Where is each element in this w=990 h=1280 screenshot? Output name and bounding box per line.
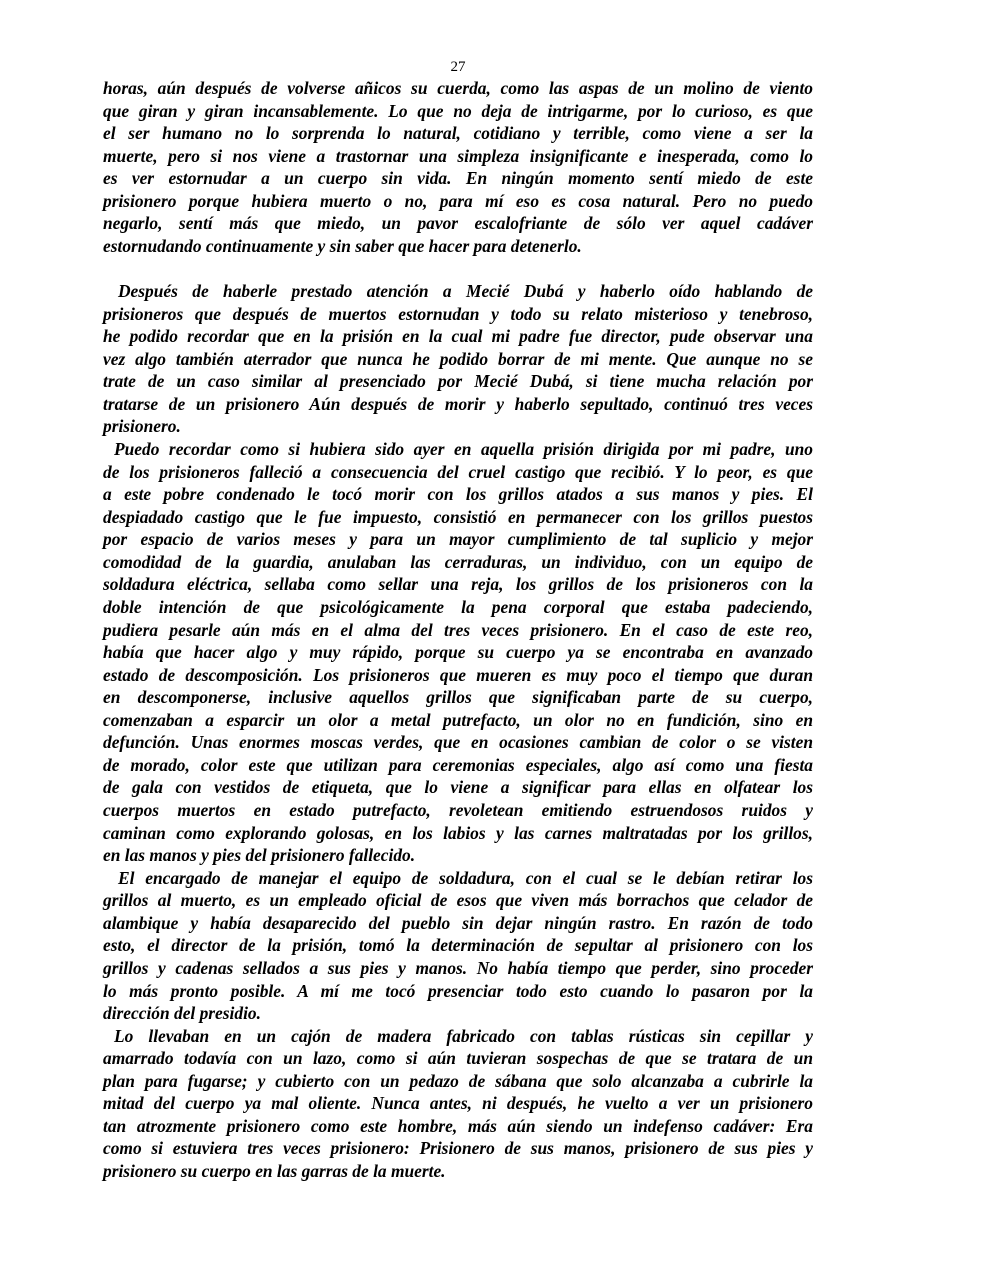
text-line: Puedo recordar como si hubiera sido ayer en aquella prisión dirigida por mi padre, uno xyxy=(114,439,813,459)
text-line: caminan como explorando golosas, en los labios y las carnes maltratadas por los grillos, xyxy=(103,822,813,843)
text-line: de morado, color este que utilizan para ceremonias especiales, algo así como una fiesta xyxy=(103,754,813,775)
text-line: estornudando continuamente y sin saber que hacer para detenerlo. xyxy=(103,235,582,256)
text-line: prisionero. xyxy=(103,416,181,437)
text-line: grillos al muerto, es un empleado oficial de esos que viven más borrachos que celador de xyxy=(103,890,813,911)
text-line: en las manos y pies del prisionero fallecido. xyxy=(103,845,416,866)
text-line: alambique y había desaparecido del pueblo sin dejar ningún rastro. En razón de todo xyxy=(103,912,813,933)
text-line: cuerpos muertos en estado putrefacto, revoletean emitiendo estruendosos ruidos y xyxy=(103,800,813,820)
paragraph xyxy=(103,1025,813,1183)
text-line: es ver estornudar a un cuerpo sin vida. En ningún momento sentí miedo de este xyxy=(103,168,813,189)
text-line: prisionero porque hubiera muerto o no, para mí eso es cosa natural. Pero no puedo xyxy=(103,190,813,211)
text-line: defunción. Unas enormes moscas verdes, que en ocasiones cambian de color o se visten xyxy=(103,732,813,753)
text-line: horas, aún después de volverse añicos su cuerda, como las aspas de un molino de viento xyxy=(103,78,813,98)
body-text xyxy=(103,77,813,1183)
text-line: tan atrozmente prisionero como este hombre, más aún siendo un indefenso cadáver: Era xyxy=(103,1115,813,1136)
text-line: grillos y cadenas sellados a sus pies y manos. No había tiempo que perder, sino proceder xyxy=(103,957,813,978)
text-line: comodidad de la guardia, anulaban las cerraduras, un individuo, con un equipo de xyxy=(103,551,813,572)
text-line: he podido recordar que en la prisión en la cual mi padre fue director, pude observar una xyxy=(103,326,813,347)
text-line: había que hacer algo y muy rápido, porque su cuerpo ya se encontraba en avanzado xyxy=(103,642,813,663)
text-line: despiadado castigo que le fue impuesto, consistió en permanecer con los grillos puestos xyxy=(103,506,813,527)
text-line: pudiera pesarle aún más en el alma del tres veces prisionero. En el caso de este reo, xyxy=(103,619,813,640)
text-line: doble intención de que psicológicamente la pena corporal que estaba padeciendo, xyxy=(103,596,813,617)
text-line: prisionero su cuerpo en las garras de la muerte. xyxy=(103,1161,446,1181)
text-line: vez algo también aterrador que nunca he podido borrar de mi mente. Que aunque no se xyxy=(103,348,813,369)
text-line: esto, el director de la prisión, tomó la determinación de sepultar al prisionero con los xyxy=(103,935,813,956)
text-line: como si estuviera tres veces prisionero: Prisionero de sus manos, prisionero de sus pies y xyxy=(103,1138,813,1159)
text-line: plan para fugarse; y cubierto con un pedazo de sábana que solo alcanzaba a cubrirle la xyxy=(103,1070,813,1091)
text-line: negarlo, sentí más que miedo, un pavor escalofriante de sólo ver aquel cadáver xyxy=(103,213,813,234)
text-line: soldadura eléctrica, sellaba como sellar una reja, los grillos de los prisioneros con la xyxy=(103,574,813,595)
text-line: de los prisioneros falleció a consecuencia del cruel castigo que recibió. Y lo peor, es que xyxy=(103,461,813,482)
text-line: de gala con vestidos de etiqueta, que lo viene a significar para ellas en olfatear los xyxy=(103,777,813,798)
page-number: 27 xyxy=(450,59,466,75)
text-line: El encargado de manejar el equipo de soldadura, con el cual se le debían retirar los xyxy=(118,867,813,888)
text-line: dirección del presidio. xyxy=(103,1003,261,1024)
text-line: en descomponerse, inclusive aquellos grillos que significaban parte de su cuerpo, xyxy=(103,687,813,708)
text-line: a este pobre condenado le tocó morir con los grillos atados a sus manos y pies. El xyxy=(103,484,813,505)
text-line: trate de un caso similar al presenciado por Mecié Dubá, si tiene mucha relación por xyxy=(103,371,813,392)
text-line: que giran y giran incansablemente. Lo que no deja de intrigarme, por lo curioso, es que xyxy=(103,100,813,121)
paragraph xyxy=(103,280,813,438)
text-line: tratarse de un prisionero Aún después de morir y haberlo sepultado, continuó tres veces xyxy=(103,393,813,414)
text-line: por espacio de varios meses y para un mayor cumplimiento de tal suplicio y mejor xyxy=(103,529,813,550)
text-line: Después de haberle prestado atención a Mecié Dubá y haberlo oído hablando de xyxy=(118,281,813,302)
text-line: el ser humano no lo sorprenda lo natural, cotidiano y terrible, como viene a ser la xyxy=(103,123,813,144)
text-line: lo más pronto posible. A mí me tocó presenciar todo esto cuando lo pasaron por la xyxy=(103,980,813,1001)
text-line: prisioneros que después de muertos estornudan y todo su relato misterioso y tenebroso, xyxy=(103,303,813,324)
text-line: comenzaban a esparcir un olor a metal putrefacto, un olor no en fundición, sino en xyxy=(103,709,813,730)
paragraph xyxy=(103,77,813,258)
paragraph xyxy=(103,438,813,867)
text-line: amarrado todavía con un lazo, como si aún tuvieran sospechas de que se tratara de un xyxy=(103,1048,813,1069)
text-line: Lo llevaban en un cajón de madera fabricado con tablas rústicas sin cepillar y xyxy=(114,1025,813,1046)
paragraph xyxy=(103,867,813,1025)
text-line: muerte, pero si nos viene a trastornar una simpleza insignificante e inesperada, como lo xyxy=(103,145,813,166)
text-line: estado de descomposición. Los prisioneros que mueren es muy poco el tiempo que duran xyxy=(103,664,813,685)
text-line: mitad del cuerpo ya mal oliente. Nunca antes, ni después, he vuelto a ver un prisionero xyxy=(103,1093,813,1114)
